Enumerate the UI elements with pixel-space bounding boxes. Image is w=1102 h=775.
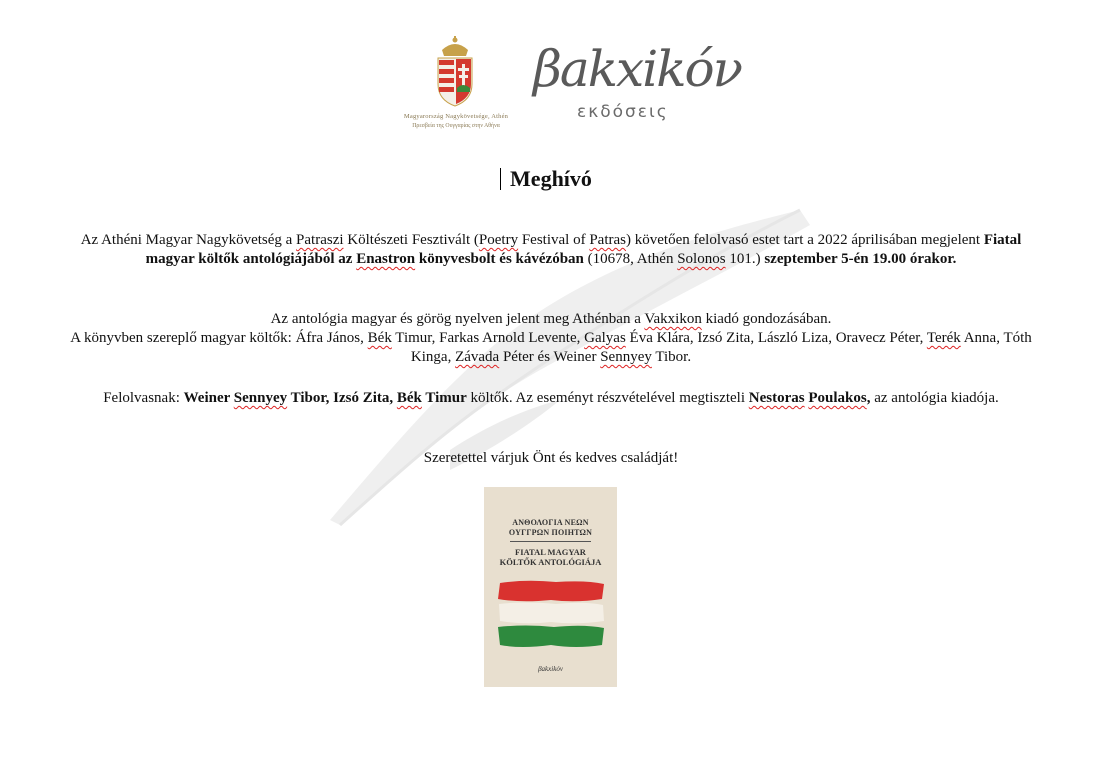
embassy-name: Magyarország Nagykövetsége, Athén xyxy=(403,113,509,120)
bold-run: szeptember 5-én 19.00 órakor. xyxy=(764,251,957,267)
text-run: 101.) xyxy=(725,251,765,267)
book-title-hungarian xyxy=(484,547,617,567)
text-cursor xyxy=(500,168,501,190)
spellcheck-word: Bék xyxy=(396,390,422,406)
book-title-greek xyxy=(484,518,617,538)
spellcheck-word: Poetry xyxy=(478,232,519,248)
text-run: Éva Klára, Izsó Zita, László Liza, Oravecz Péter, xyxy=(625,330,927,346)
embassy-logo xyxy=(388,36,524,136)
bold-run: könyvesbolt és kávézóban xyxy=(415,251,584,267)
invitation-paragraph-intro xyxy=(70,231,1032,269)
text-run: ) követően felolvasó estet tart a 2022 áprilisában megjelent xyxy=(626,232,984,248)
book-title-greek-line: ΟΥΓΓΡΩΝ ΠΟΙΗΤΩΝ xyxy=(508,528,593,537)
book-divider xyxy=(510,541,591,542)
spellcheck-word: Sennyey xyxy=(233,390,288,406)
bold-run: Timur xyxy=(421,390,467,406)
text-run: Timur, Farkas Arnold Levente, xyxy=(391,330,585,346)
text-run: kiadó gondozásában. xyxy=(701,311,832,327)
spellcheck-word: Závada xyxy=(455,349,500,365)
text-run: Péter és Weiner xyxy=(499,349,601,365)
hungarian-flag-brushstroke-icon xyxy=(496,579,606,649)
spellcheck-word: Patras xyxy=(589,232,627,248)
spellcheck-word: Bék xyxy=(367,330,392,346)
spellcheck-word: Patraszi xyxy=(296,232,344,248)
spellcheck-word: Sennyey xyxy=(600,349,652,365)
text-run: Anna, Tóth Kinga, xyxy=(410,330,1032,365)
spellcheck-word: Enastron xyxy=(356,251,416,267)
spellcheck-word: Solonos xyxy=(677,251,726,267)
text-run: Tibor. xyxy=(651,349,692,365)
invitation-paragraph-poets xyxy=(70,310,1032,367)
bold-run: Weiner xyxy=(183,390,234,406)
text-run: A könyvben szereplő magyar költők: Áfra János, xyxy=(70,330,368,346)
bold-run: Tibor, Izsó Zita, xyxy=(287,390,397,406)
text-run: Az antológia magyar és görög nyelven jelent meg Athénban a xyxy=(270,311,645,327)
hungarian-coat-of-arms-icon xyxy=(430,36,480,108)
page-title: Meghívó xyxy=(510,166,592,191)
spellcheck-word: Galyas xyxy=(584,330,626,346)
book-title-greek-line: ΑΝΘΟΛΟΓΙΑ ΝΕΩΝ xyxy=(512,518,589,527)
spellcheck-word: Terék xyxy=(926,330,961,346)
text-run: Felolvasnak: xyxy=(103,390,184,406)
invitation-paragraph-readers xyxy=(70,389,1032,408)
spellcheck-word: Poulakos xyxy=(808,390,867,406)
book-cover-image xyxy=(484,487,617,687)
vakxikon-logo-wordmark: βakxikόν xyxy=(533,40,741,98)
spellcheck-word: Nestoras xyxy=(748,390,805,406)
text-run: Festival of xyxy=(518,232,590,248)
bold-run: , xyxy=(866,390,871,406)
bold-run: Fiatal magyar költők antológiájából az xyxy=(145,232,1022,267)
invitation-closing: Szeretettel várjuk Önt és kedves családját! xyxy=(423,450,679,466)
text-run: költők. Az eseményt részvételével megtiszteli xyxy=(466,390,749,406)
book-publisher-mark: βakxikόν xyxy=(538,665,563,673)
vakxikon-logo xyxy=(533,40,741,130)
book-title-hungarian-line: FIATAL MAGYAR xyxy=(515,547,586,557)
book-title-hungarian-line: KÖLTŐK ANTOLÓGIÁJA xyxy=(499,557,602,567)
text-run: az antológia kiadója. xyxy=(870,390,999,406)
vakxikon-logo-subtitle: εκδόσεις xyxy=(577,102,669,122)
spellcheck-word: Vakxikon xyxy=(644,311,702,327)
embassy-name-greek: Πρεσβεία της Ουγγαρίας στην Αθήνα xyxy=(412,123,500,129)
text-run: Költészeti Fesztivált ( xyxy=(343,232,479,248)
text-run: (10678, Athén xyxy=(583,251,678,267)
text-run: Az Athéni Magyar Nagykövetség a xyxy=(80,232,297,248)
